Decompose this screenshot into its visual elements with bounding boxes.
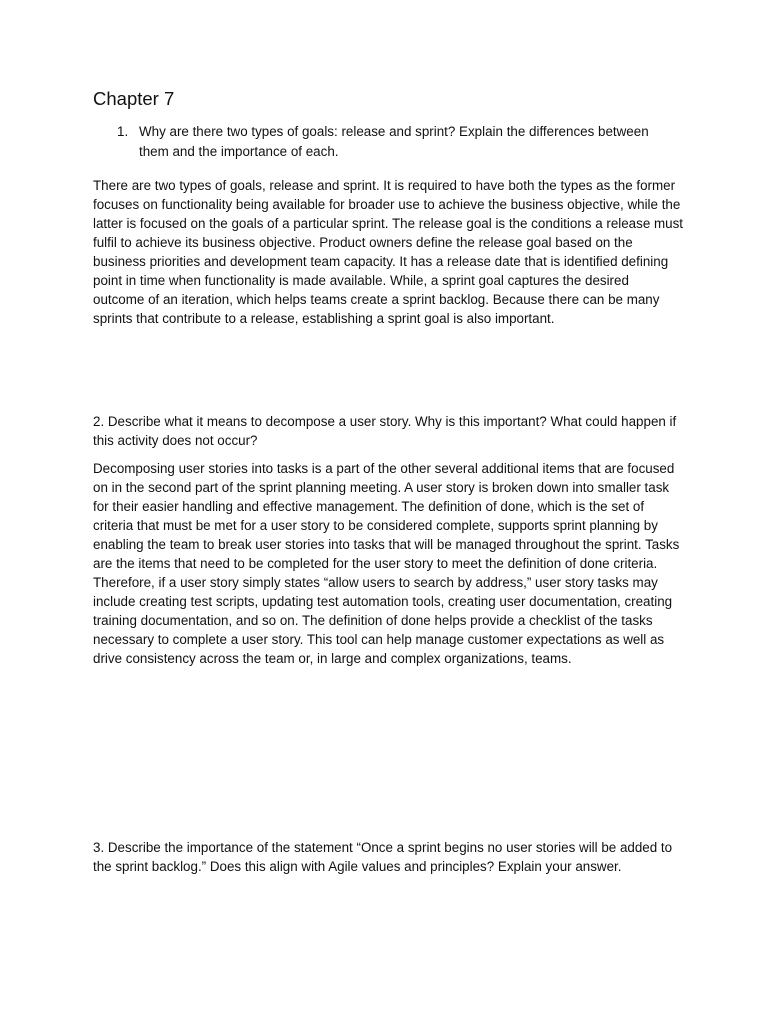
answer-1: There are two types of goals, release and sprint. It is required to have both the types as the former focuses on functionality being available for broader use to achieve the business objective, while the latter is focused on the goals of a particular sprint. The release goal is the conditions a release must fulfil to achieve its business objective. Product owners define the release goal based on the business priorities and development team capacity. It has a release date that is identified defining point in time when functionality is made available. While, a sprint goal captures the desired outcome of an iteration, which helps teams create a sprint backlog. Because there can be many sprints that contribute to a release, establishing a sprint goal is also important.: [93, 178, 684, 326]
question-3: 3. Describe the importance of the statement “Once a sprint begins no user stories will be added to the sprint backlog.” Does this align with Agile values and principles? Explain your answer.: [93, 840, 673, 874]
question-1: [117, 122, 657, 162]
chapter-title: Chapter 7: [93, 88, 175, 109]
question-1-text: Why are there two types of goals: release and sprint? Explain the differences between them and the importance of each.: [139, 124, 649, 159]
question-2: 2. Describe what it means to decompose a user story. Why is this important? What could happen if this activity does not occur?: [93, 414, 677, 448]
question-1-number: 1.: [117, 124, 129, 139]
answer-2: Decomposing user stories into tasks is a part of the other several additional items that are focused on in the second part of the sprint planning meeting. A user story is broken down into smaller task for their easier handling and effective management. The definition of done, which is the set of criteria that must be met for a user story to be considered complete, supports sprint planning by enabling the team to break user stories into tasks that will be managed throughout the sprint. Tasks are the items that need to be completed for the user story to meet the definition of done criteria. Therefore, if a user story simply states “allow users to search by address,” user story tasks may include creating test scripts, updating test automation tools, creating user documentation, creating training documentation, and so on. The definition of done helps provide a checklist of the tasks necessary to complete a user story. This tool can help manage customer expectations as well as drive consistency across the team or, in large and complex organizations, teams.: [93, 461, 680, 666]
